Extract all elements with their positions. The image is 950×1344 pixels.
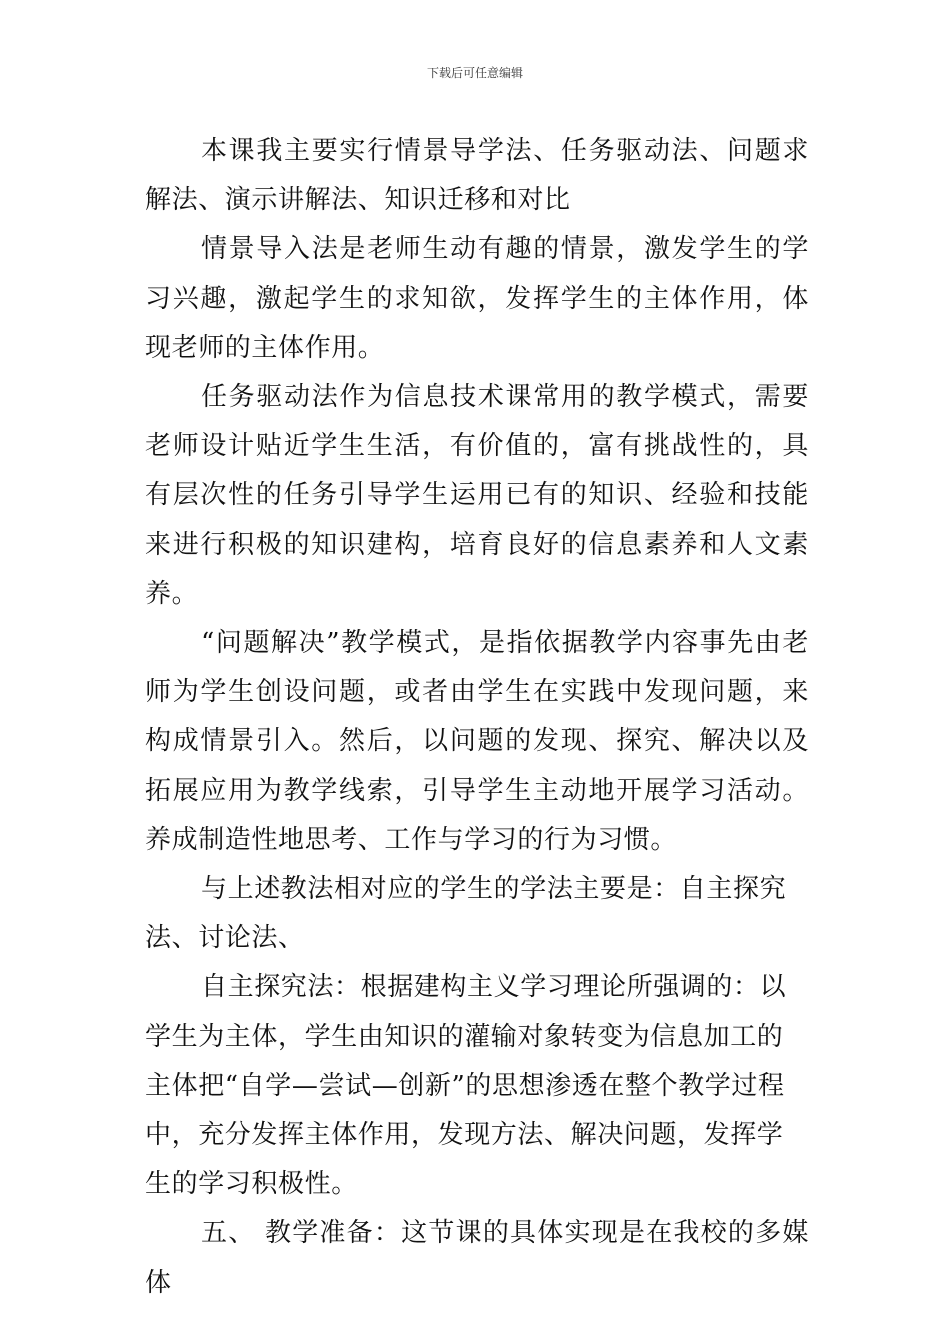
paragraph-situational-method: 情景导入法是老师生动有趣的情景，激发学生的学习兴趣，激起学生的求知欲，发挥学生的主体作用，体现老师的主体作用。 [145, 234, 809, 363]
paragraph-teaching-methods: 本课我主要实行情景导学法、任务驱动法、问题求解法、演示讲解法、知识迁移和对比 [145, 136, 809, 216]
paragraph-task-driven-method: 任务驱动法作为信息技术课常用的教学模式，需要老师设计贴近学生生活，有价值的，富有挑战性的，具有层次性的任务引导学生运用已有的知识、经验和技能来进行积极的知识建构，培育良好的信息素养和人文素养。 [145, 382, 809, 609]
paragraph-learning-methods: 与上述教法相对应的学生的学法主要是：自主探究法、讨论法、 [145, 874, 787, 954]
paragraph-teaching-preparation: 五、 教学准备：这节课的具体实现是在我校的多媒体 [145, 1218, 809, 1298]
paragraph-self-inquiry-method: 自主探究法：根据建构主义学习理论所强调的：以学生为主体，学生由知识的灌输对象转变为信息加工的主体把“自学—尝试—创新”的思想渗透在整个教学过程中，充分发挥主体作用，发现方法、解决问题，发挥学生的学习积极性。 [145, 972, 787, 1200]
page-header: 下载后可任意编辑 [426, 66, 523, 80]
paragraph-problem-solving-method: “问题解决”教学模式，是指依据教学内容事先由老师为学生创设问题，或者由学生在实践中发现问题，来构成情景引入。然后，以问题的发现、探究、解决以及拓展应用为教学线索，引导学生主动地开展学习活动。养成制造性地思考、工作与学习的行为习惯。 [145, 628, 809, 855]
document-body [145, 127, 809, 1308]
